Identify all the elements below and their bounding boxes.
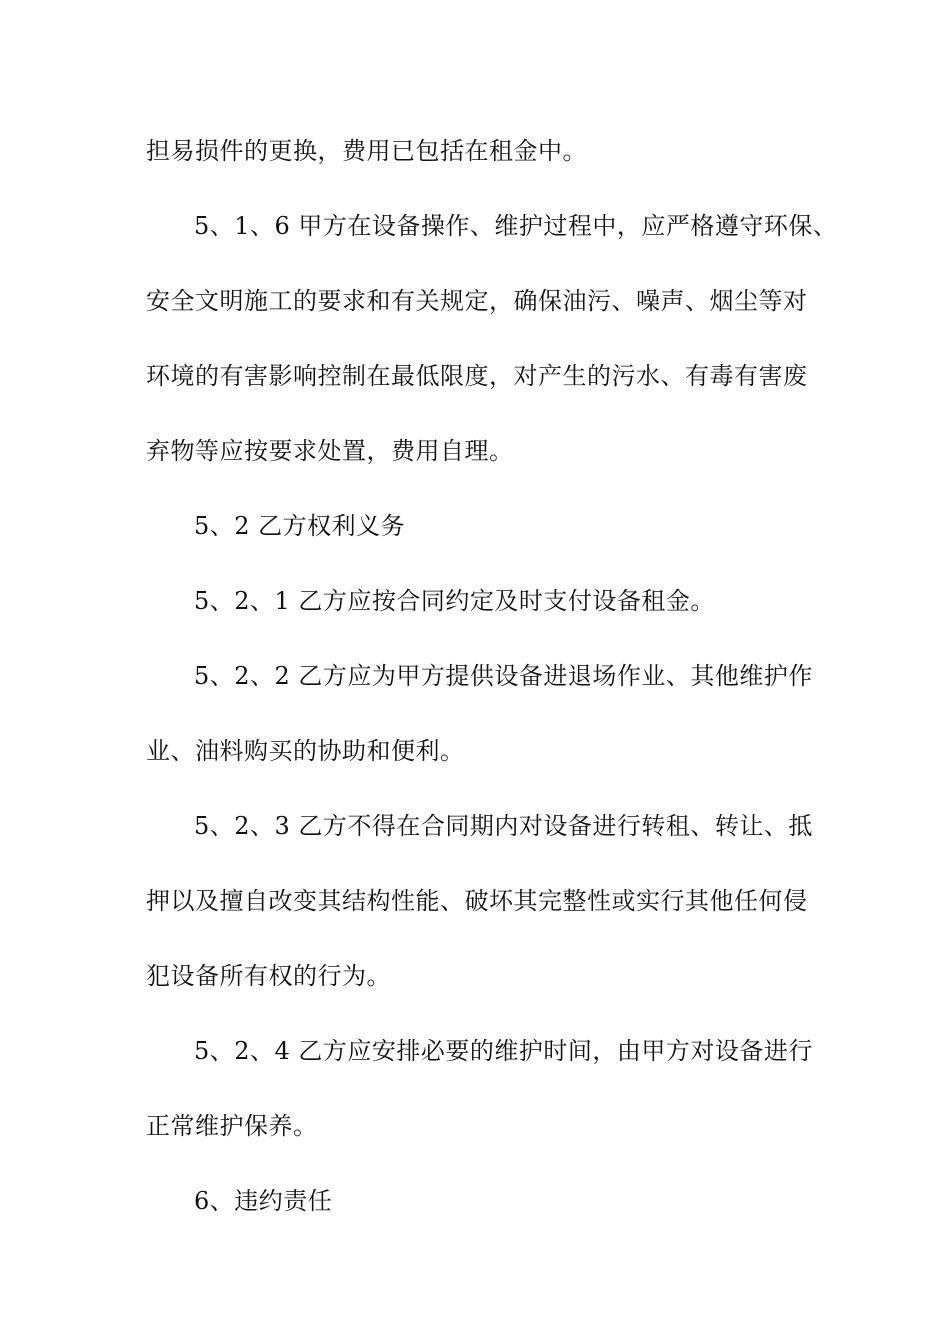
clause-5-2-1-line: 5、2、1 乙方应按合同约定及时支付设备租金。 bbox=[194, 587, 715, 615]
paragraph-line: 犯设备所有权的行为。 bbox=[146, 962, 391, 990]
paragraph-line: 业、油料购买的协助和便利。 bbox=[146, 737, 465, 765]
paragraph-line: 担易损件的更换，费用已包括在租金中。 bbox=[146, 137, 587, 165]
clause-5-2-2-line: 5、2、2 乙方应为甲方提供设备进退场作业、其他维护作 bbox=[194, 662, 813, 690]
paragraph-line: 正常维护保养。 bbox=[146, 1112, 318, 1140]
paragraph-line: 押以及擅自改变其结构性能、破坏其完整性或实行其他任何侵 bbox=[146, 887, 808, 915]
clause-5-2-3-line: 5、2、3 乙方不得在合同期内对设备进行转租、转让、抵 bbox=[194, 812, 813, 840]
paragraph-line: 弃物等应按要求处置，费用自理。 bbox=[146, 437, 514, 465]
section-5-2-heading: 5、2 乙方权利义务 bbox=[194, 512, 406, 540]
paragraph-line: 安全文明施工的要求和有关规定，确保油污、噪声、烟尘等对 bbox=[146, 287, 808, 315]
clause-5-2-4-line: 5、2、4 乙方应安排必要的维护时间，由甲方对设备进行 bbox=[194, 1037, 813, 1065]
paragraph-line: 环境的有害影响控制在最低限度，对产生的污水、有毒有害废 bbox=[146, 362, 808, 390]
section-6-heading: 6、违约责任 bbox=[194, 1187, 333, 1215]
clause-5-1-6-line: 5、1、6 甲方在设备操作、维护过程中，应严格遵守环保、 bbox=[194, 212, 838, 240]
